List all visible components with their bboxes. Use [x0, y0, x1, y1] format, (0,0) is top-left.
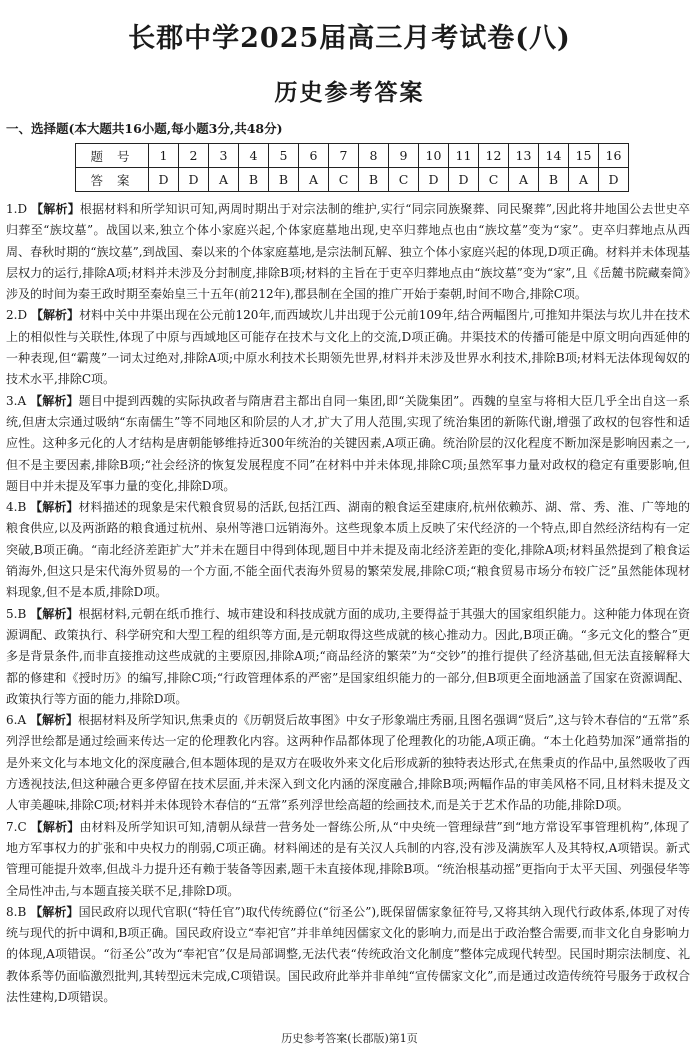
exam-title: 长郡中学2025届高三月考试卷(八) — [128, 23, 571, 54]
answer-cell: A — [569, 168, 599, 192]
answer-cell: D — [149, 168, 179, 192]
item-number: 8.B — [6, 904, 27, 919]
question-number: 15 — [569, 144, 599, 168]
answer-cell: A — [299, 168, 329, 192]
answer-cell: A — [509, 168, 539, 192]
explanation-item — [6, 817, 690, 902]
answer-key-title: 历史参考答案 — [274, 79, 425, 106]
answer-cell: D — [599, 168, 629, 192]
explanations-list — [6, 199, 690, 1008]
item-number: 5.B — [6, 606, 27, 621]
explanation-text: 根据材料,元朝在纸币推行、城市建设和科技成就方面的成功,主要得益于其强大的国家组织能力。这种能力体现在资源调配、政策执行、科学研究和大型工程的组织等方面,是元朝取得这些成就的核心推动力。因此,B项正确。“多元文化的整合”更多是背景条件,而非直接推动这些成就的主要原因,排除A项;“商品经济的繁荣”为“交钞”的推行提供了经济基础,但无法直接解释大都的修建和《授时历》的编写,排除C项;“行政管理体系的严密”是国家组织能力的一部分,但B项更全面地涵盖了国家在资源调配、政策执行等方面的能力,排除D项。 — [6, 606, 690, 706]
question-number: 9 — [389, 144, 419, 168]
answer-cell: C — [329, 168, 359, 192]
question-number: 14 — [539, 144, 569, 168]
question-number: 5 — [269, 144, 299, 168]
question-number: 8 — [359, 144, 389, 168]
explanation-text: 根据材料及所学知识,焦秉贞的《历朝贤后故事图》中女子形象端庄秀丽,且图名强调“贤后”,这与铃木春信的“五常”系列浮世绘都是通过绘画来传达一定的伦理教化内容。这两种作品都体现了伦理教化的功能,A项正确。“本土化趋势加深”通常指的是外来文化与本地文化的深度融合,但本题体现的是双方在吸收外来文化后形成新的独特表达形式,在焦秉贞的作品中,虽然吸收了西方透视技法,但这种融合更多停留在技术层面,并未深入到文化内涵的深度融合,排除B项;两幅作品的审美风格不同,且材料未提及文人审美趣味,排除C项;材料并未体现铃木春信的“五常”系列浮世绘高超的绘画技术,而是关于艺术作品的功能,排除D项。 — [6, 713, 690, 813]
answer-cell: D — [419, 168, 449, 192]
explanation-text: 材料描述的现象是宋代粮食贸易的活跃,包括江西、湖南的粮食运至建康府,杭州依赖苏、湖、常、秀、淮、广等地的粮食供应,以及两浙路的粮食通过杭州、泉州等港口远销海外。这些现象本质上反映了宋代经济的一个特点,即自然经济结构有一定突破,B项正确。“南北经济差距扩大”并未在题目中得到体现,题目中并未提及南北经济差距的变化,排除A项;材料虽然提到了粮食运销海外,但这只是宋代海外贸易的一个方面,不能全面代表海外贸易的繁荣发展,排除C项;“粮食贸易市场分布较广泛”虽然能体现材料现象,但不是本质,排除D项。 — [6, 500, 690, 600]
explanation-item — [6, 391, 690, 497]
explanation-item — [6, 305, 690, 390]
item-number: 2.D — [6, 308, 28, 323]
analysis-tag: 【解析】 — [29, 713, 78, 728]
explanation-item — [6, 199, 690, 305]
question-number: 6 — [299, 144, 329, 168]
explanation-item — [6, 497, 690, 603]
answer-cell: D — [179, 168, 209, 192]
answer-row-label: 答案 — [76, 168, 149, 192]
question-number: 10 — [419, 144, 449, 168]
number-row-label: 题号 — [76, 144, 149, 168]
answer-cell: D — [449, 168, 479, 192]
question-number: 11 — [449, 144, 479, 168]
question-number: 12 — [479, 144, 509, 168]
answer-table — [75, 143, 629, 192]
answer-cell: B — [269, 168, 299, 192]
item-number: 7.C — [6, 819, 27, 834]
explanation-text: 根据材料和所学知识可知,两周时期出于对宗法制的维护,实行“同宗同族聚葬、同民聚葬”,因此将井地国公去世史卒归葬至“族坟墓”。战国以来,独立个体小家庭兴起,个体家庭墓地出现,史卒归葬地点也由“族坟墓”变为“家”。吏卒归葬地点从西周、春秋时期的“族坟墓”,到战国、秦以来的个体家庭墓地,是宗法制瓦解、独立个体小家庭兴起的体现,D项正确。材料并未体现基层权力的运行,排除A项;材料并未涉及分封制度,排除B项;材料的主旨在于吏卒归葬地点由“族坟墓”变为“家”,且《岳麓书院藏秦简》涉及的时间为秦王政时期至秦始皇三十五年(前212年),郡县制在全国的推广开始于秦朝,时间不吻合,排除C项。 — [6, 202, 690, 302]
analysis-tag: 【解析】 — [31, 202, 80, 216]
page-footer: 历史参考答案(长郡版)第1页 — [281, 1032, 418, 1045]
question-number: 13 — [509, 144, 539, 168]
question-number: 1 — [149, 144, 179, 168]
explanation-item — [6, 604, 690, 710]
analysis-tag: 【解析】 — [30, 606, 79, 621]
section-heading: 一、选择题(本大题共16小题,每小题3分,共48分) — [6, 121, 283, 136]
question-number: 3 — [209, 144, 239, 168]
answer-cell: B — [539, 168, 569, 192]
item-number: 1.D — [6, 202, 28, 216]
question-number: 4 — [239, 144, 269, 168]
explanation-item — [6, 902, 690, 1008]
explanation-text: 题目中提到西魏的实际执政者与隋唐君主都出自同一集团,即“关陇集团”。西魏的皇室与将相大臣几乎全出自这一系统,但唐太宗通过吸纳“东南儒生”等不同地区和阶层的人才,扩大了用人范围,实现了统治集团的新陈代谢,增强了政权的包容性和适应性。这种多元化的人才结构是唐朝能够维持近300年统治的关键因素,A项正确。统治阶层的汉化程度不断加深是影响因素之一,但不是主要因素,排除B项;“社会经济的恢复发展程度不同”在材料中并未体现,排除C项;虽然军事力量对政权的稳定有重要影响,但题目中并未提及军事力量的变化,排除D项。 — [6, 393, 690, 493]
analysis-tag: 【解析】 — [30, 904, 79, 919]
number-row — [76, 144, 629, 168]
analysis-tag: 【解析】 — [30, 308, 80, 323]
item-number: 3.A — [6, 393, 27, 408]
question-number: 7 — [329, 144, 359, 168]
answer-cell: C — [389, 168, 419, 192]
explanation-item — [6, 710, 690, 816]
question-number: 2 — [179, 144, 209, 168]
question-number: 16 — [599, 144, 629, 168]
analysis-tag: 【解析】 — [30, 500, 79, 515]
answer-cell: A — [209, 168, 239, 192]
analysis-tag: 【解析】 — [30, 819, 80, 834]
analysis-tag: 【解析】 — [30, 393, 79, 408]
explanation-text: 材料中关中井渠出现在公元前120年,而西域坎儿井出现于公元前109年,结合两幅图片,可推知井渠法与坎儿井在技术上的相似性与关联性,体现了中原与西域地区可能存在技术与文化上的交流,D项正确。井渠技术的传播可能是中原文明向西延伸的一种表现,但“霸蔑”一词太过绝对,排除A项;中原水利技术长期领先世界,材料并未涉及世界水利技术,排除B项;材料无法体现匈奴的技术水平,排除C项。 — [6, 308, 690, 387]
answer-cell: B — [239, 168, 269, 192]
item-number: 4.B — [6, 500, 27, 515]
explanation-text: 国民政府以现代官职(“特任官”)取代传统爵位(“衍圣公”),既保留儒家象征符号,又将其纳入现代行政体系,体现了对传统与现代的折中调和,B项正确。国民政府设立“奉祀官”并非单纯因儒家文化的影响力,而是出于政治整合需要,而非文化自身影响力的体现,A项错误。“衍圣公”改为“奉祀官”仅是局部调整,无法代表“传统政治文化制度”整体完成现代转型。民国时期宗法制度、礼教体系等仍面临激烈批判,其转型远未完成,C项错误。国民政府此举并非单纯“宣传儒家文化”,而是通过改造传统符号服务于政权合法性建构,D项错误。 — [6, 904, 690, 1004]
answer-row — [76, 168, 629, 192]
answer-cell: C — [479, 168, 509, 192]
answer-cell: B — [359, 168, 389, 192]
item-number: 6.A — [6, 713, 27, 728]
explanation-text: 由材料及所学知识可知,清朝从绿营一营务处一督练公所,从“中央统一管理绿营”到“地方常设军事管理机构”,体现了地方军事权力的扩张和中央权力的削弱,C项正确。材料阐述的是有关汉人兵制的内容,没有涉及满族军人及其特权,A项错误。新式管理可能提升效率,但战斗力提升还有赖于装备等因素,题干未直接体现,排除B项。“统治根基动摇”更指向于太平天国、列强侵华等全局性冲击,与本题直接关联不足,排除D项。 — [6, 819, 690, 898]
